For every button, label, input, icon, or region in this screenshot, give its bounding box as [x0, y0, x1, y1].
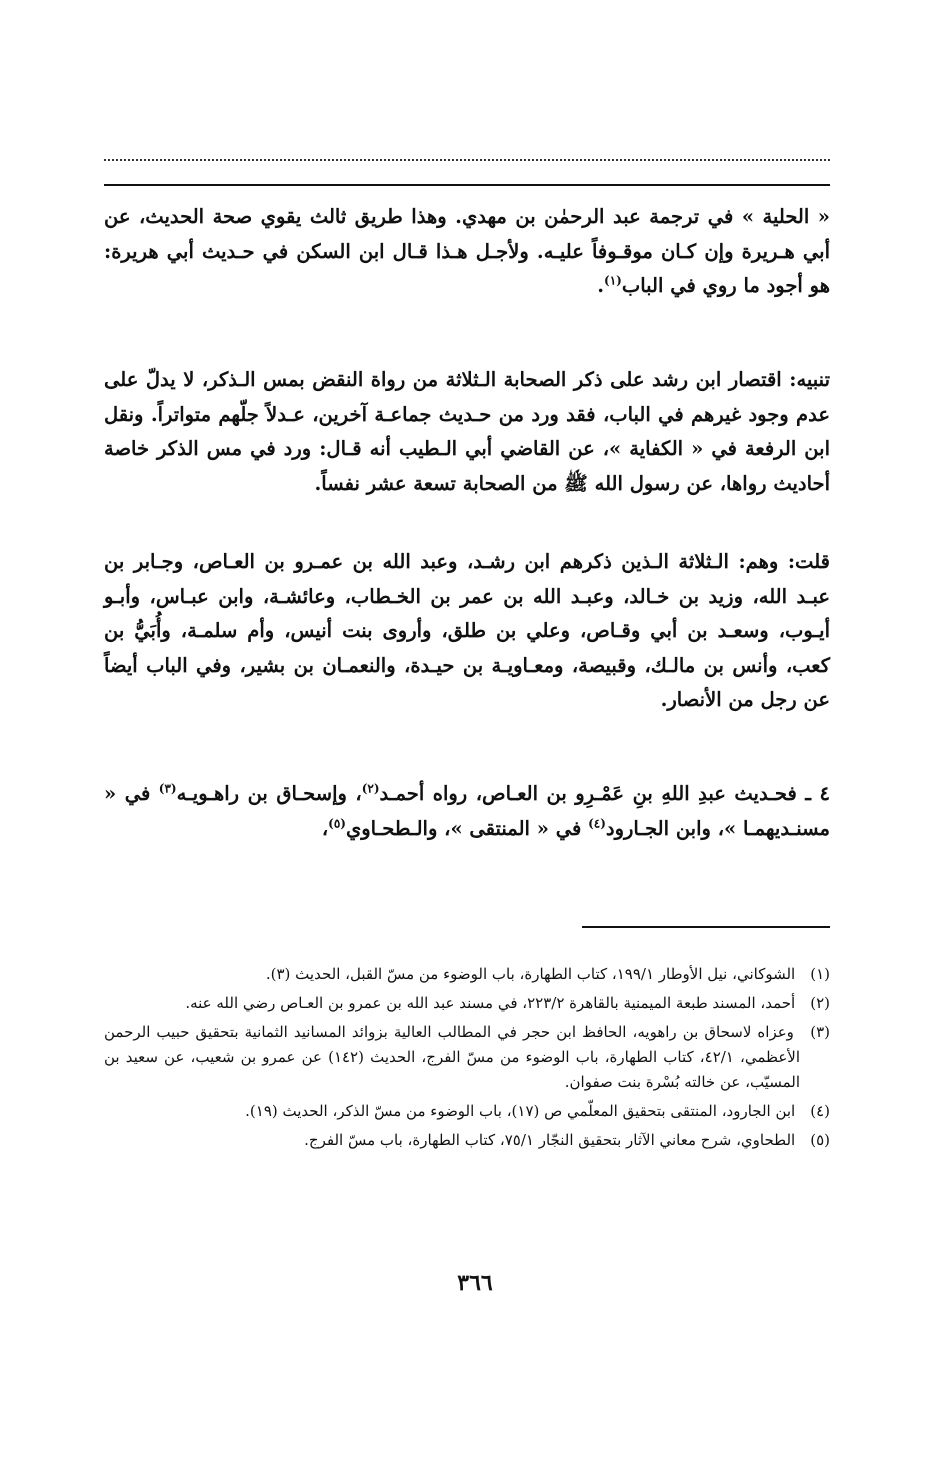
paragraph-text: قلت: وهم: الـثلاثة الـذين ذكرهم ابن رشـد، وعبد الله بن عمـرو بن العـاص، وجـابر بن عبـد الله، وزيد بن خـالد، وعبـد الله بن عمر بن الخـطاب، وعائشـة، وابن عبـاس، وأبـو أيـوب، وسعـد بن أبي وقـاص، وعلي بن طلق، وأروى بنت أنيس، وأم سلمـة، وأُبَيُّ بن كعب، وأنس بن مالـك، وقبيصة، ومعـاويـة بن حيـدة، والنعمـان بن بشير، وفي الباب أيضاً عن رجل من الأنصار. — [104, 550, 830, 711]
paragraph-tail: ، — [321, 816, 329, 840]
paragraph-qultu — [104, 545, 856, 718]
paragraph-text: تنبيه: اقتصار ابن رشد على ذكر الصحابة الـثلاثة من رواة النقض بمس الـذكر، لا يدلّ على عدم وجود غيرهم في الباب، فقد ورد من حـديث جماعـة آخرين، عـدلاً جلّهم متواتراً. ونقل ابن الرفعة في « الكفاية »، عن القاضي أبي الـطيب أنه قـال: ورد في مس الذكر خاصة أحاديث رواها، عن رسول الله ﷺ من الصحابة تسعة عشر نفساً. — [104, 368, 830, 495]
dotted-separator — [104, 159, 830, 161]
paragraph-lead: ٤ ـ فحـديث عبدِ اللهِ بنِ عَمْـرِو بن العـاص، رواه أحمـد — [379, 782, 830, 805]
footnote-text: الطحاوي، شرح معاني الآثار بتحقيق النجّار ٧٥/١، كتاب الطهارة، باب مسّ الفرج. — [304, 1131, 796, 1149]
footnote-item — [104, 1099, 830, 1124]
footnote-item — [104, 962, 830, 987]
footnote-number: (٢) — [810, 994, 830, 1012]
header-rule — [104, 184, 830, 186]
paragraph-hadith-4 — [104, 777, 856, 846]
page-number: ٣٦٦ — [457, 1270, 493, 1296]
footnote-item — [104, 1020, 830, 1095]
footnote-number: (١) — [810, 965, 830, 983]
footnote-ref-3: (٣) — [158, 781, 177, 796]
footnotes-list — [104, 962, 830, 1157]
footnote-text: الشوكاني، نيل الأوطار ١٩٩/١، كتاب الطهارة، باب الوضوء من مسّ القبل، الحديث (٣). — [265, 965, 796, 983]
footnote-text: وعزاه لاسحاق بن راهويه، الحافظ ابن حجر في المطالب العالية بزوائد المسانيد الثمانية بتحقيق حبيب الرحمن الأعظمي، ٤٢/١، كتاب الطهارة، باب الوضوء من مسّ الفرج، الحديث (١٤٢) عن عمرو بن شعيب، عن سعيد بن المسيّب، عن خالته بُسْرة بنت صفوان. — [104, 1023, 800, 1091]
footnote-number: (٥) — [810, 1131, 830, 1149]
footnote-ref-2: (٢) — [361, 781, 380, 796]
footnote-item — [104, 991, 830, 1016]
paragraph-tail: . — [597, 274, 605, 297]
footnote-number: (٤) — [810, 1102, 830, 1120]
footnote-ref-4: (٤) — [588, 816, 606, 830]
footnote-ref-5: (٥) — [328, 816, 346, 830]
footnote-text: ابن الجارود، المنتقى بتحقيق المعلّمي ص (١٧)، باب الوضوء من مسّ الذكر، الحديث (١٩). — [245, 1102, 796, 1120]
paragraph-mid-1: ، وإسحـاق بن راهـويـه — [176, 782, 362, 805]
footnote-number: (٣) — [810, 1023, 830, 1041]
paragraph-tanbih — [104, 363, 856, 501]
footnote-text: أحمد، المسند طبعة الميمنية بالقاهرة ٢٢٣/٢، في مسند عبد الله بن عمرو بن العـاص رضي الله عنه. — [185, 994, 796, 1012]
footnote-item — [104, 1128, 830, 1153]
footnote-ref-1: (١) — [604, 273, 622, 288]
paragraph-mid-2: في « مسنـديهمـا »، وابن الجـارود — [104, 782, 830, 840]
paragraph-hilya — [104, 200, 830, 304]
footnote-separator — [582, 926, 830, 928]
paragraph-mid-3: في « المنتقى »، والـطحـاوي — [345, 816, 589, 840]
paragraph-text: « الحلية » في ترجمة عبد الرحمٰن بن مهدي. وهذا طريق ثالث يقوي صحة الحديث، عن أبي هـريرة وإن كـان موقـوفاً عليـه. ولأجـل هـذا قـال ابن السكن في حـديث أبي هريرة: هو أجود ما روي في الباب — [104, 205, 830, 297]
